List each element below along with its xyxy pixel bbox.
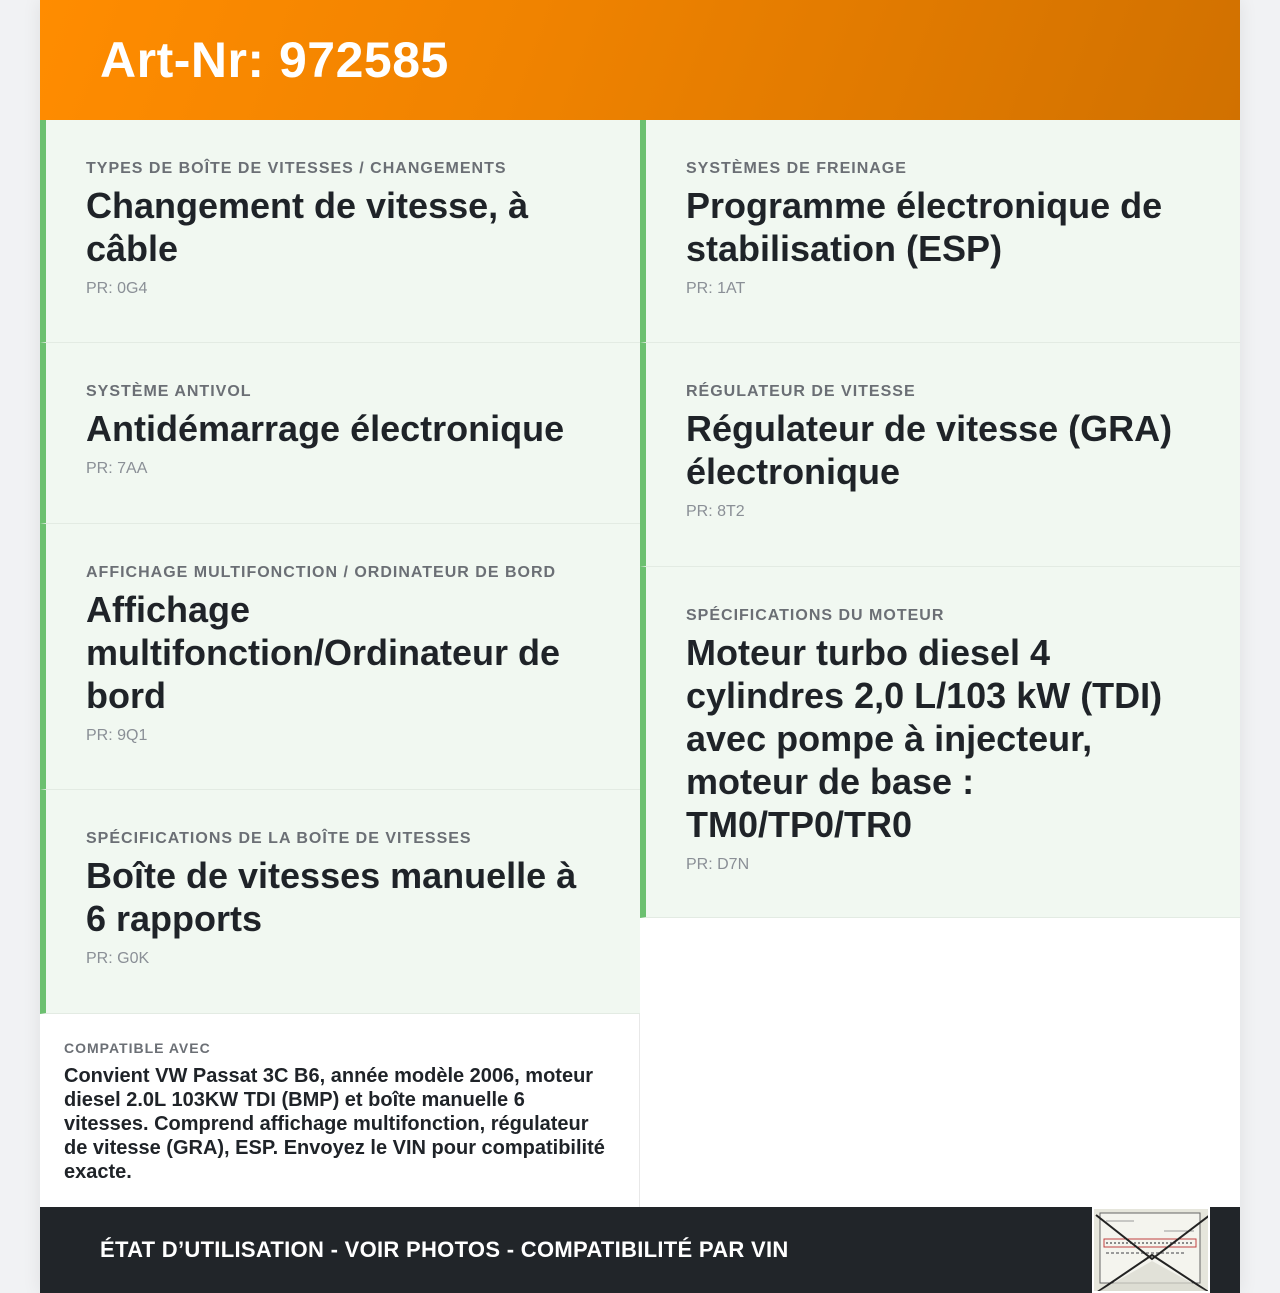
product-sheet <box>40 0 1240 1293</box>
feature-title: Affichage multifonction/Ordinateur de bord <box>86 589 560 716</box>
feature-title: Moteur turbo diesel 4 cylindres 2,0 L/103 kW (TDI) avec pompe à injecteur, moteur de base : TM0/TP0/TR0 <box>686 632 1163 845</box>
feature-pr-code: PR: 1AT <box>686 280 746 297</box>
feature-card <box>640 343 1240 567</box>
feature-category: SYSTÈMES DE FREINAGE <box>686 160 907 177</box>
feature-category: TYPES DE BOÎTE DE VITESSES / CHANGEMENTS <box>86 160 507 177</box>
feature-title: Changement de vitesse, à câble <box>86 185 529 269</box>
feature-card <box>40 790 640 1014</box>
feature-pr-code: PR: D7N <box>686 856 750 873</box>
footer-bar <box>40 1207 1240 1293</box>
feature-title: Boîte de vitesses manuelle à 6 rapports <box>86 855 577 939</box>
feature-card <box>40 524 640 790</box>
compatibility-text: Convient VW Passat 3C B6, année modèle 2006, moteur diesel 2.0L 103KW TDI (BMP) et boîte manuelle 6 vitesses. Comprend affichage multifonction, régulateur de vitesse (GRA), ESP. Envoyez le VIN pour compatibilité exacte. <box>64 1065 605 1183</box>
feature-title: Antidémarrage électronique <box>86 408 565 449</box>
envelope-label-icon <box>1094 1209 1210 1293</box>
feature-pr-code: PR: 7AA <box>86 460 148 477</box>
compatibility-label: COMPATIBLE AVEC <box>64 1040 211 1056</box>
feature-card <box>40 120 640 343</box>
feature-column-right <box>640 120 1240 918</box>
feature-category: SPÉCIFICATIONS DE LA BOÎTE DE VITESSES <box>86 830 472 847</box>
feature-card <box>640 120 1240 343</box>
footer-label: ÉTAT D’UTILISATION - VOIR PHOTOS - COMPATIBILITÉ PAR VIN <box>100 1237 789 1262</box>
compatibility-section <box>40 1014 640 1208</box>
feature-category: SPÉCIFICATIONS DU MOTEUR <box>686 607 945 624</box>
feature-pr-code: PR: 8T2 <box>686 503 745 520</box>
feature-title: Régulateur de vitesse (GRA) électronique <box>686 408 1173 492</box>
header <box>40 0 1240 120</box>
feature-category: SYSTÈME ANTIVOL <box>86 383 252 400</box>
feature-card <box>640 567 1240 918</box>
feature-category: RÉGULATEUR DE VITESSE <box>686 383 916 400</box>
feature-pr-code: PR: 9Q1 <box>86 727 148 744</box>
feature-pr-code: PR: G0K <box>86 950 150 967</box>
page-title: Art-Nr: 972585 <box>100 32 449 88</box>
part-photo-thumbnail[interactable] <box>1092 1207 1210 1293</box>
feature-category: AFFICHAGE MULTIFONCTION / ORDINATEUR DE BORD <box>86 564 557 581</box>
feature-column-left <box>40 120 640 1208</box>
feature-grid <box>40 120 1240 1207</box>
feature-card <box>40 343 640 524</box>
feature-title: Programme électronique de stabilisation (ESP) <box>686 185 1163 269</box>
feature-pr-code: PR: 0G4 <box>86 280 148 297</box>
